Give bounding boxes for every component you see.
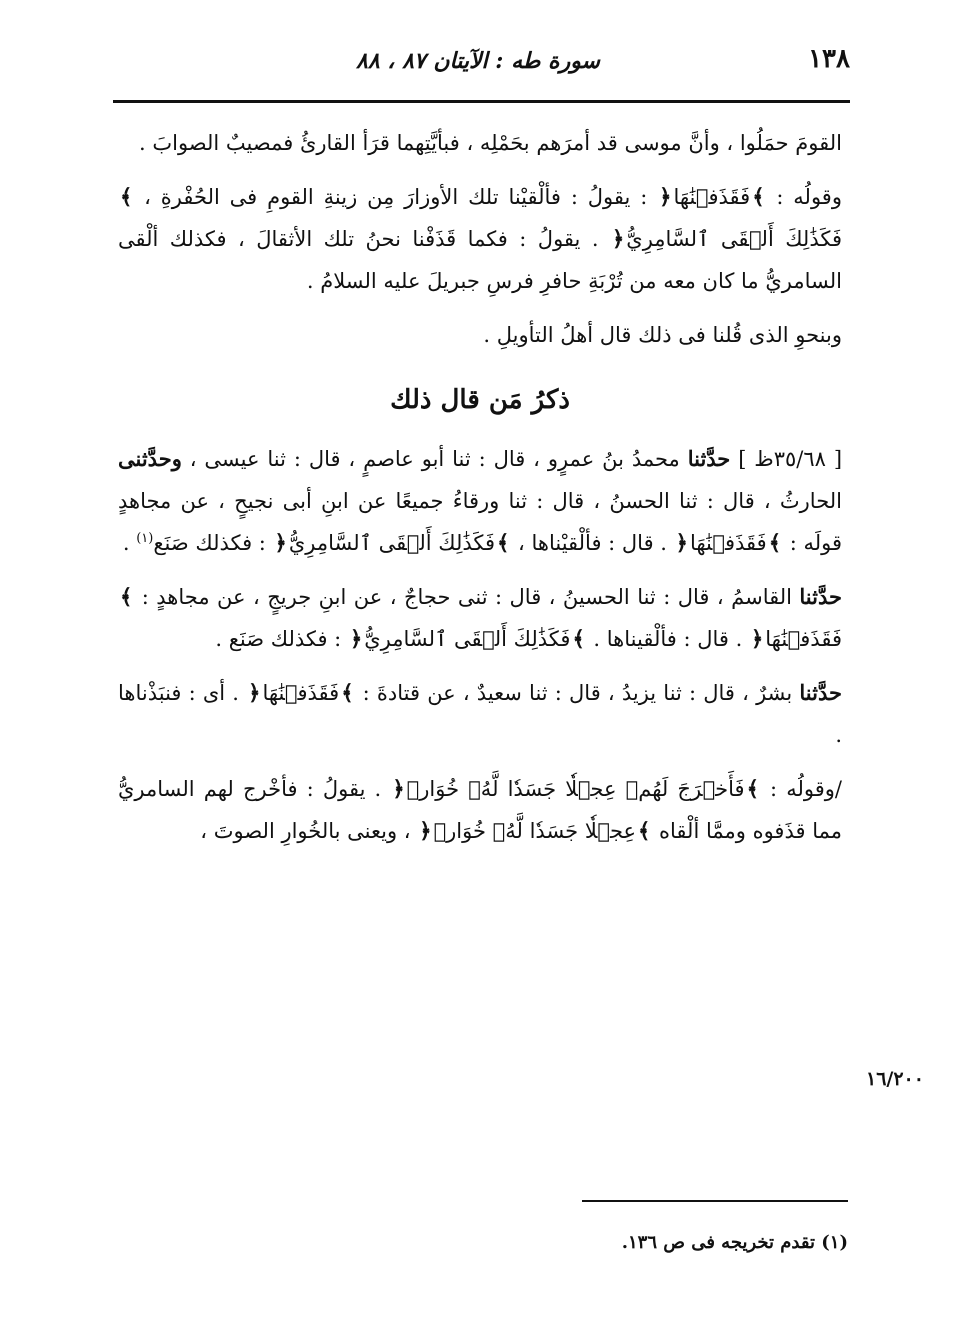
- paragraph-3: [118, 314, 842, 356]
- paragraph-2: [118, 176, 842, 302]
- page-body: [118, 122, 842, 852]
- paragraph-text: . قال : فألْقيْناها ،: [511, 531, 674, 555]
- quran-ornament-open: ﴾: [120, 585, 133, 609]
- paragraph-1: [118, 122, 842, 164]
- quran-ornament-open: ﴾: [497, 531, 510, 555]
- quran-ornament-close: ﴿: [659, 185, 672, 209]
- page-number: ١٣٨: [808, 44, 850, 74]
- paragraph-text: القاسمُ ، قال : ثنا الحسينُ ، قال : ثنى حجاجٌ ، عن ابنِ جريجٍ ، عن مجاهدٍ :: [134, 585, 800, 609]
- paragraph-text: . يقولُ : فكما قَذَفْنا نحنُ تلك الأثقالَ ، فكذلك ألْقى السامريُّ ما كان معه من تُرْبَةِ حافرِ فرسِ جبريلَ عليه السلامُ .: [118, 227, 842, 293]
- paragraph-text: .: [122, 531, 137, 555]
- report-2: [118, 576, 842, 660]
- quran-quote: فَكَذَٰلِكَ أَلۡقَى ٱلسَّامِرِيُّ: [288, 531, 496, 555]
- quran-quote: فَقَذَفۡنَٰهَا: [689, 531, 767, 555]
- paragraph-text: وبنحوِ الذى قُلنا فى ذلك قال أهلُ التأويلِ .: [483, 323, 842, 347]
- report-3: [118, 672, 842, 756]
- footnote-marker[interactable]: (١): [136, 531, 154, 546]
- section-heading: ذكرُ مَن قال ذلك: [390, 385, 570, 415]
- paragraph-text: ، ويعنى بالخُوارِ الصوتَ ،: [200, 819, 418, 843]
- isnad-lead: حدَّثنا: [799, 680, 842, 705]
- report-1: [118, 438, 842, 564]
- paragraph-text: محمدُ بنُ عمرٍو ، قال : ثنا أبو عاصمٍ ، قال : ثنا عيسى ،: [181, 447, 688, 471]
- quran-ornament-close: ﴿: [611, 227, 625, 251]
- quran-quote: فَكَذَٰلِكَ أَلۡقَى ٱلسَّامِرِيُّ: [626, 227, 842, 251]
- quran-ornament-close: ﴿: [274, 531, 287, 555]
- quran-ornament-open: ﴾: [638, 819, 651, 843]
- quran-ornament-close: ﴿: [675, 531, 688, 555]
- paragraph-text: القومَ حمَلُوا ، وأنَّ موسى قد أمرَهم بحَمْلِه ، فبأيَّتِهما قرَأ القارئُ فمصيبٌ الصوابَ .: [139, 131, 842, 155]
- page-header: [108, 42, 850, 88]
- manuscript-reference: [ ٣٥/٦٨ظ ]: [738, 447, 843, 471]
- paragraph-text: . قال : فألْقيناها .: [586, 627, 749, 651]
- footnote-rule: [582, 1200, 848, 1202]
- paragraph-last: [118, 768, 842, 852]
- quran-ornament-close: ﴿: [248, 681, 261, 705]
- quran-ornament-close: ﴿: [750, 627, 764, 651]
- quran-ornament-open: ﴾: [341, 681, 354, 705]
- quran-ornament-open: ﴾: [572, 627, 585, 651]
- quran-ornament-open: ﴾: [752, 185, 765, 209]
- paragraph-text: الحارثُ ، قال : ثنا الحسنُ ، قال : ثنا ورقاءُ جميعًا عن ابنِ أبى نجيحٍ ، عن مجاهدٍ قولَه :: [118, 489, 842, 555]
- quran-quote: عِجۡلٗا جَسَدٗا لَّهُۥ خُوَارٞ: [433, 819, 637, 843]
- quran-ornament-close: ﴿: [392, 777, 405, 801]
- paragraph-text: . أى : فنبَذْناها .: [118, 681, 842, 747]
- running-title: سورة طه : الآيتان ٨٧ ، ٨٨: [356, 48, 600, 74]
- header-rule: [113, 100, 850, 103]
- paragraph-text: /وقولُه :: [760, 777, 842, 801]
- quran-quote: فَقَذَفۡنَٰهَا: [262, 681, 340, 705]
- isnad-lead: حدَّثنا: [687, 446, 731, 471]
- quran-quote: فَكَذَٰلِكَ أَلۡقَى ٱلسَّامِرِيُّ: [364, 627, 571, 651]
- paragraph-text: : يقولُ : فألْقيْنا تلك الأوزارَ مِن زينةِ القومِ فى الحُفْرةِ ،: [134, 185, 658, 209]
- paragraph-text: . يقولُ : فأخْرج لهم السامريُّ مما قذَفوه وممَّا ألْقاه: [118, 777, 842, 843]
- quran-ornament-open: ﴾: [120, 185, 133, 209]
- paragraph-text: : فكذلك صَنَع: [153, 531, 273, 555]
- paragraph-text: وقولُه :: [766, 185, 842, 209]
- quran-quote: فَأَخۡرَجَ لَهُمۡ عِجۡلٗا جَسَدٗا لَّهُۥ خُوَارٞ: [406, 777, 745, 801]
- paragraph-text: بشرٌ ، قال : ثنا يزيدُ ، قال : ثنا سعيدٌ ، عن قتادةَ :: [355, 681, 800, 705]
- quran-ornament-close: ﴿: [419, 819, 432, 843]
- quran-quote: فَقَذَفۡنَٰهَا: [673, 185, 751, 209]
- quran-ornament-open: ﴾: [746, 777, 759, 801]
- paragraph-text: : فكذلك صَنَع .: [215, 627, 348, 651]
- quran-ornament-close: ﴿: [349, 627, 363, 651]
- margin-page-reference: ١٦/٢٠٠: [866, 1068, 924, 1090]
- quran-quote: فَقَذَفۡنَٰهَا: [765, 627, 842, 651]
- isnad-lead: حدَّثنا: [799, 584, 842, 609]
- footnote: (١) تقدم تخريجه فى ص ١٣٦.: [621, 1232, 848, 1253]
- isnad-lead: وحدَّثنى: [118, 446, 182, 471]
- quran-ornament-open: ﴾: [768, 531, 782, 555]
